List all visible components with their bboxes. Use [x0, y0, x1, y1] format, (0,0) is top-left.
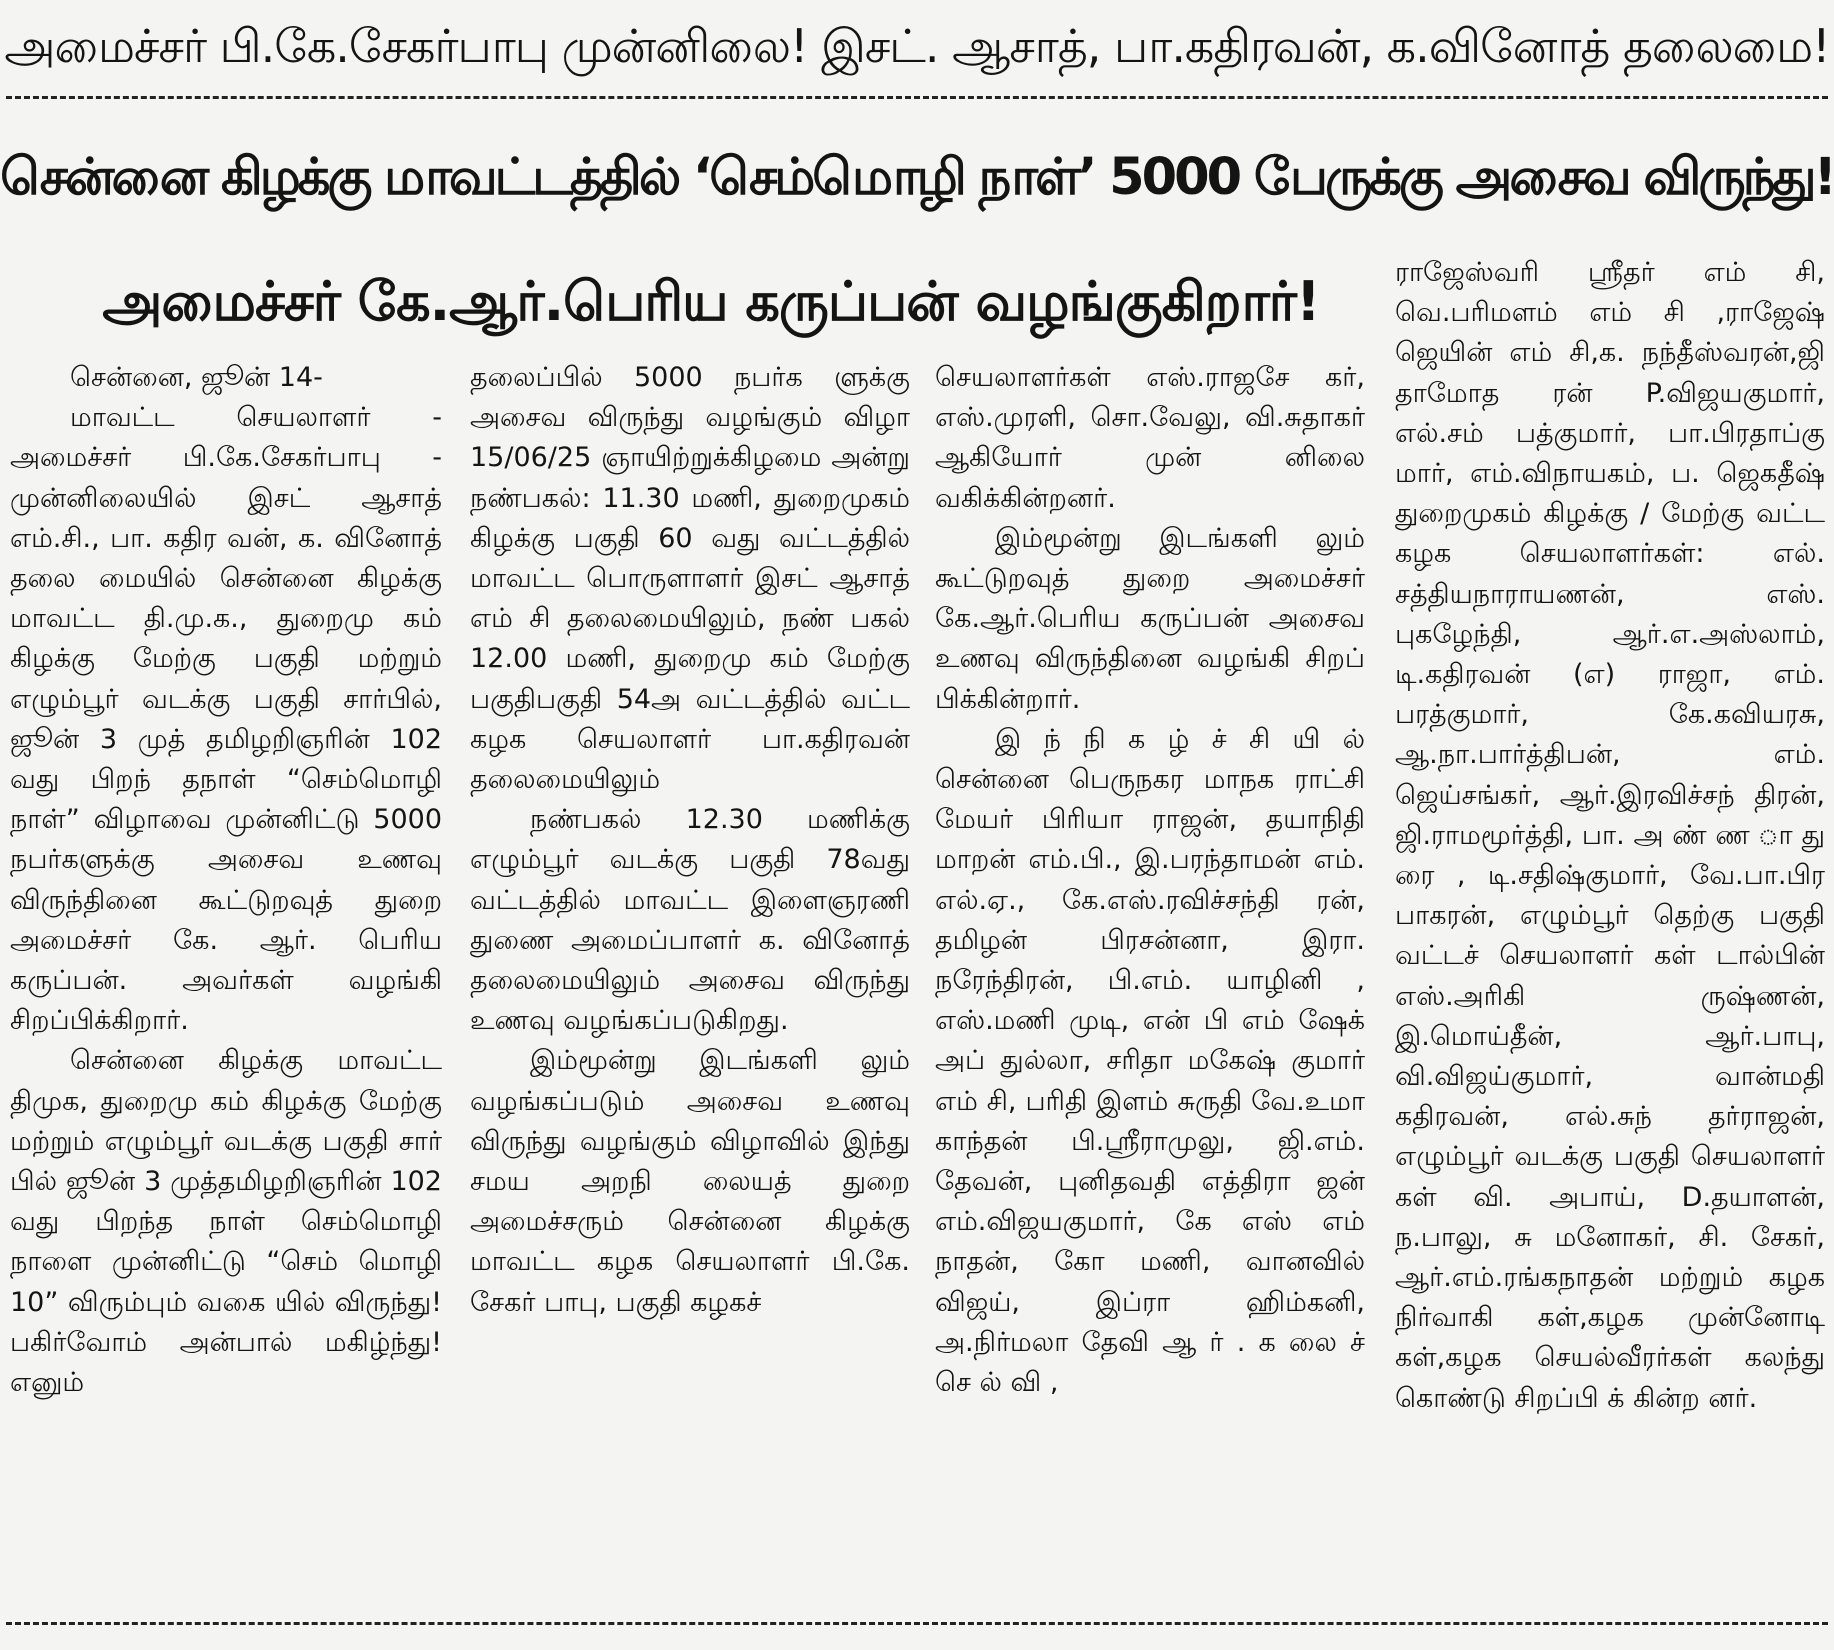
dateline: சென்னை, ஜூன் 14- [70, 362, 323, 393]
paragraph: ராஜேஸ்வரி ஸ்ரீதர் எம் சி, வெ.பரிமளம் எம் சி ,ராஜேஷ் ஜெயின் எம் சி,க. நந்தீஸ்வரன்,ஜி தாமோத ரன் P.விஜயகுமார், எல்.சம் பத்குமார், பா.பிரதாப்கு மார், எம்.விநாயகம், ப. ஜெகதீஷ் துறைமுகம் கிழக்கு / மேற்கு வட்ட கழக செயலாளர்கள்: எல். சத்தியநாராயணன், எஸ். புகழேந்தி, ஆர்.எ.அஸ்லாம், டி.கதிரவன் (எ) ராஜா, எம். பரத்குமார், கே.கவியரசு, ஆ.நா.பார்த்திபன், எம். ஜெய்சங்கர், ஆர்.இரவிச்சந் திரன், ஜி.ராமமூர்த்தி, பா. அ ண் ண ா து ரை , டி.சதிஷ்குமார், வே.பா.பிர பாகரன், எழும்பூர் தெற்கு பகுதி வட்டச் செயலாளர் கள் டால்பின் எஸ்.அரிகி ருஷ்ணன், இ.மொய்தீன், ஆர்.பாபு, வி.விஜய்குமார், வான்மதி கதிரவன், எல்.சுந் தர்ராஜன், எழும்பூர் வடக்கு பகுதி செயலாளர் கள் வி. அபாய், D.தயாளன், ந.பாலு, சு மனோகர், சி. சேகர், ஆர்.எம்.ரங்கநாதன் மற்றும் கழக நிர்வாகி கள்,கழக முன்னோடி கள்,கழக செயல்வீரர்கள் கலந்து கொண்டு சிறப்பி க் கின்ற னர். [1395, 257, 1825, 1414]
bottom-dashed-rule [6, 1622, 1828, 1625]
paragraph: இம்மூன்று இடங்களி லும் கூட்டுறவுத் துறை அமைச்சர் கே.ஆர்.பெரிய கருப்பன் அசைவ உணவு விருந்தினை வழங்கி சிறப் பிக்கின்றார். [935, 522, 1365, 715]
paragraph: இம்மூன்று இடங்களி லும் வழங்கப்படும் அசைவ உணவு விருந்து வழங்கும் விழாவில் இந்து சமய அறநி லையத் துறை அமைச்சரும் சென்னை கிழக்கு மாவட்ட கழக செயலாளர் பி.கே. சேகர் பாபு, பகுதி கழகச் [470, 1045, 910, 1318]
subheadline: அமைச்சர் கே.ஆர்.பெரிய கருப்பன் வழங்குகிறார்! [102, 270, 1320, 333]
headline: சென்னை கிழக்கு மாவட்டத்தில் ‘செம்மொழி நாள்’ 5000 பேருக்கு அசைவ விருந்து! [0, 148, 1834, 207]
paragraph: சென்னை கிழக்கு மாவட்ட திமுக, துறைமு கம் கிழக்கு மேற்கு மற்றும் எழும்பூர் வடக்கு பகுதி சார் பில் ஜூன் 3 முத்தமிழறிஞரின் 102 வது பிறந்த நாள் செம்மொழி நாளை முன்னிட்டு “செம் மொழி 10” விரும்பும் வகை யில் விருந்து! பகிர்வோம் அன்பால் மகிழ்ந்து! எனும் [10, 1045, 442, 1399]
article-column-2 [470, 358, 910, 1598]
paragraph: மாவட்ட செயலாளர் - அமைச்சர் பி.கே.சேகர்பாபு - முன்னிலையில் இசட் ஆசாத் எம்.சி., பா. கதிர வன், க. வினோத் தலை மையில் சென்னை கிழக்கு மாவட்ட தி.மு.க., துறைமு கம் கிழக்கு மேற்கு பகுதி மற்றும் எழும்பூர் வடக்கு பகுதி சார்பில், ஜூன் 3 முத் தமிழறிஞரின் 102 வது பிறந் தநாள் “செம்மொழி நாள்” விழாவை முன்னிட்டு 5000 நபர்களுக்கு அசைவ உணவு விருந்தினை கூட்டுறவுத் துறை அமைச்சர் கே. ஆர். பெரிய கருப்பன். அவர்கள் வழங்கி சிறப்பிக்கிறார். [10, 402, 442, 1037]
article-column-4 [1395, 253, 1825, 1598]
kicker-line: அமைச்சர் பி.கே.சேகர்பாபு முன்னிலை! இசட். ஆசாத், பா.கதிரவன், க.வினோத் தலைமை! [4, 19, 1830, 73]
paragraph: நண்பகல் 12.30 மணிக்கு எழும்பூர் வடக்கு பகுதி 78வது வட்டத்தில் மாவட்ட இளைஞரணி துணை அமைப்பாளர் க. வினோத் தலைமையிலும் அசைவ விருந்து உணவு வழங்கப்படுகிறது. [470, 804, 910, 1037]
article-column-3 [935, 358, 1365, 1598]
paragraph: இ ந் நி க ழ் ச் சி யி ல் சென்னை பெருநகர மாநக ராட்சி மேயர் பிரியா ராஜன், தயாநிதி மாறன் எம்.பி., இ.பரந்தாமன் எம். எல்.ஏ., கே.எஸ்.ரவிச்சந்தி ரன், தமிழன் பிரசன்னா, இரா. நரேந்திரன், பி.எம். யாழினி , எஸ்.மணி முடி, என் பி எம் ஷேக் அப் துல்லா, சரிதா மகேஷ் குமார் எம் சி, பரிதி இளம் சுருதி வே.உமா காந்தன் பி.ஸ்ரீராமுலு, ஜி.எம். தேவன், புனிதவதி எத்திரா ஜன் எம்.விஜயகுமார், கே எஸ் எம் நாதன், கோ மணி, வானவில் விஜய், இப்ரா ஹிம்கனி, அ.நிர்மலா தேவி ஆ ர் . க லை ச் செ ல் வி , [935, 723, 1365, 1399]
paragraph: செயலாளர்கள் எஸ்.ராஜசே கர், எஸ்.முரளி, சொ.வேலு, வி.சுதாகர் ஆகியோர் முன் னிலை வகிக்கின்றனர். [935, 362, 1365, 514]
article-column-1 [10, 358, 442, 1598]
top-dashed-rule [6, 96, 1828, 99]
paragraph: தலைப்பில் 5000 நபர்க ளுக்கு அசைவ விருந்து வழங்கும் விழா 15/06/25 ஞாயிற்றுக்கிழமை அன்று நண்பகல்: 11.30 மணி, துறைமுகம் கிழக்கு பகுதி 60 வது வட்டத்தில் மாவட்ட பொருளாளர் இசட் ஆசாத் எம் சி தலைமையிலும், நண் பகல் 12.00 மணி, துறைமு கம் மேற்கு பகுதிபகுதி 54அ வட்டத்தில் வட்ட கழக செயலாளர் பா.கதிரவன் தலைமையிலும் [470, 362, 910, 796]
